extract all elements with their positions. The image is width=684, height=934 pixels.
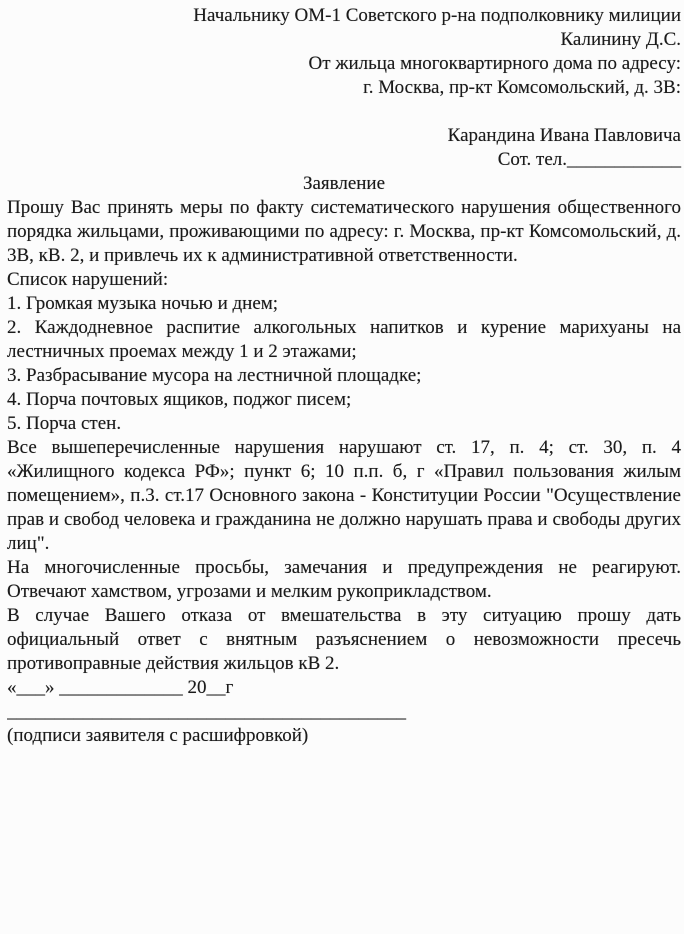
- legal-block: [7, 436, 681, 676]
- recipient-line: Калинину Д.С.: [560, 29, 681, 50]
- violations-heading: Список нарушений:: [7, 269, 169, 290]
- signature-block: [7, 700, 681, 748]
- legal-paragraph: Все вышеперечисленные нарушения нарушают ст. 17, п. 4; ст. 30, п. 4 «Жилищного кодекса РФ»; пункт 6; 10 п.п. б, г «Правил пользования жилым помещением», п.3. ст.17 Основного закона - Конституции России "Осуществление прав и свобод человека и гражданина не должно нарушать права и свободы других лиц".: [7, 437, 681, 554]
- intro-paragraph: Прошу Вас принять меры по факту систематического нарушения общественного порядка жильцами, проживающими по адресу: г. Москва, пр-кт Комсомольский, д. 3В, кВ. 2, и привлечь их к административной ответственности.: [7, 197, 681, 266]
- legal-paragraph: В случае Вашего отказа от вмешательства в эту ситуацию прошу дать официальный ответ с внятным разъяснением о невозможности пресечь противоправные действия жильцов кВ 2.: [7, 605, 681, 674]
- signature-caption: (подписи заявителя с расшифровкой): [7, 725, 309, 746]
- spacer: [7, 100, 681, 124]
- document-title: Заявление: [302, 173, 386, 194]
- signature-line: __________________________________________: [7, 701, 406, 722]
- violation-item: 2. Каждодневное распитие алкогольных напитков и курение марихуаны на лестничных проемах между 1 и 2 этажами;: [7, 317, 681, 362]
- applicant-block: [7, 124, 681, 172]
- legal-paragraph: На многочисленные просьбы, замечания и предупреждения не реагируют. Отвечают хамством, угрозами и мелким рукоприкладством.: [7, 557, 681, 602]
- date-line: «___» _____________ 20__г: [7, 677, 234, 698]
- recipient-line: От жильца многоквартирного дома по адресу:: [308, 53, 681, 74]
- recipient-line: г. Москва, пр-кт Комсомольский, д. 3В:: [363, 77, 681, 98]
- violation-item: 5. Порча стен.: [7, 413, 122, 434]
- applicant-phone-line: Сот. тел.____________: [497, 149, 681, 170]
- applicant-name: Карандина Ивана Павловича: [447, 125, 681, 146]
- recipient-line: Начальнику ОМ-1 Советского р-на подполковнику милиции: [193, 5, 681, 26]
- violation-item: 1. Громкая музыка ночью и днем;: [7, 293, 279, 314]
- violation-item: 4. Порча почтовых ящиков, поджог писем;: [7, 389, 352, 410]
- violation-item: 3. Разбрасывание мусора на лестничной площадке;: [7, 365, 422, 386]
- recipient-block: [7, 4, 681, 100]
- violations-list: [7, 268, 681, 436]
